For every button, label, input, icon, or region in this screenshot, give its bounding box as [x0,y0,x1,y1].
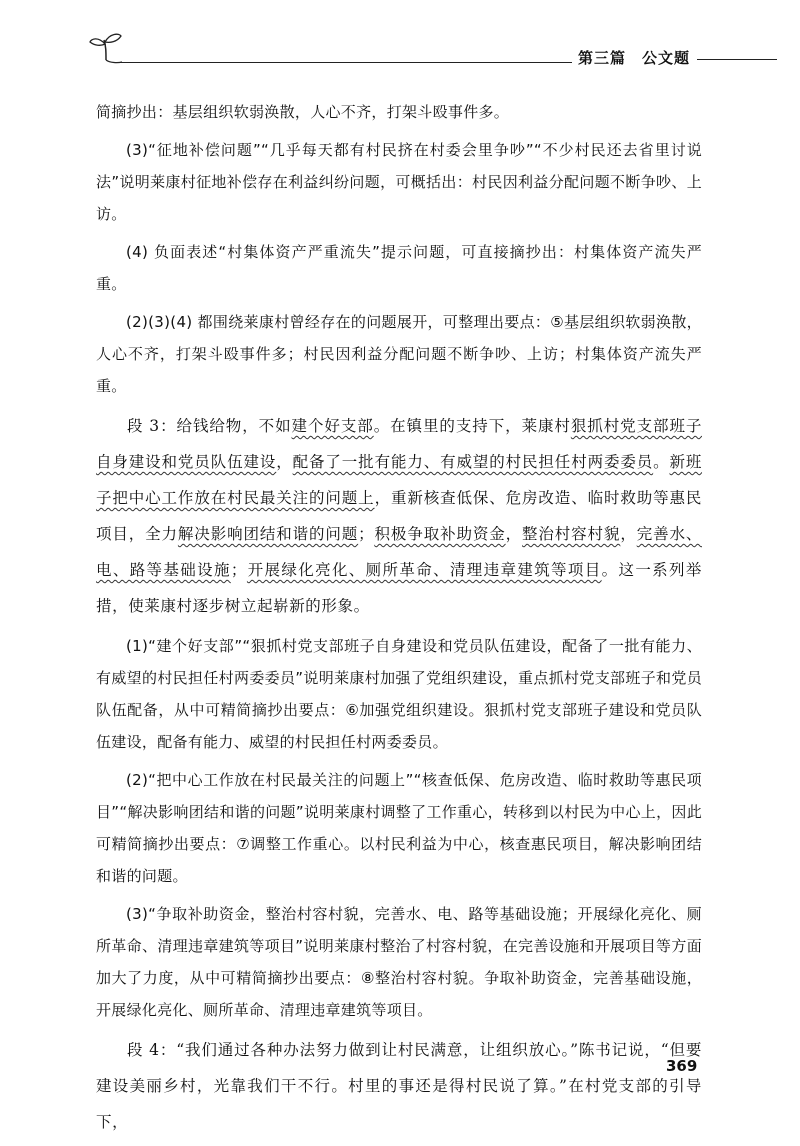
text-segment: ， [276,453,293,471]
text-segment: 。这一系列举措，使莱康村逐步树立起崭新的形象。 [96,561,702,615]
paragraph-p8 [96,898,702,1026]
paragraph-p9 [96,1032,702,1140]
text-segment: 简摘抄出：基层组织软弱涣散，人心不齐，打架斗殴事件多。 [96,103,510,121]
wavy-underlined-text: 配备了一批有能力、有威望的村民担任村两委委员 [292,453,654,471]
text-segment: (2)(3)(4) 都围绕莱康村曾经存在的问题展开，可整理出要点：⑤基层组织软弱涣散，人心不齐，打架斗殴事件多；村民因利益分配问题不断争吵、上访；村集体资产流失严重。 [96,313,702,395]
header-rule-right [697,59,777,60]
wavy-underlined-text: 解决影响团结和谐的问题 [177,525,359,543]
paragraph-p4 [96,306,702,402]
wavy-underlined-text: 完善水、电、路等基础设施 [96,525,702,579]
wavy-underlined-text: 新班子把中心工作放在村民最关注的问题上 [96,453,703,507]
text-segment: ； [230,561,247,579]
text-segment: (2)“把中心工作放在村民最关注的问题上”“核查低保、危房改造、临时救助等惠民项目”“解决影响团结和谐的问题”说明莱康村调整了工作重心，转移到以村民为中心上，因此可精简摘抄出要点：⑦调整工作重心。以村民利益为中心，核查惠民项目，解决影响团结和谐的问题。 [96,771,702,885]
text-segment: (4) 负面表述“村集体资产严重流失”提示问题，可直接摘抄出：村集体资产流失严重。 [96,243,702,293]
paragraph-p5 [96,408,702,624]
wavy-underlined-text: 狠抓村党支部班子自身建设和党员队伍建设 [96,417,702,471]
paragraph-p1 [96,96,702,128]
text-segment: (3)“征地补偿问题”“几乎每天都有村民挤在村委会里争吵”“不少村民还去省里讨说法”说明莱康村征地补偿存在利益纠纷问题，可概括出：村民因利益分配问题不断争吵、上访。 [96,141,702,223]
wavy-underlined-text: 积极争取补助资金 [374,525,506,543]
header-rule-left [118,62,572,63]
document-body [96,96,702,1146]
text-segment: ， [505,525,523,543]
paragraph-p7 [96,764,702,892]
text-segment: (3)“争取补助资金，整治村容村貌，完善水、电、路等基础设施；开展绿化亮化、厕所革命、清理违章建筑等项目”说明莱康村整治了村容村貌，在完善设施和开展项目等方面加大了力度，从中可精简摘抄出要点：⑧整治村容村貌。争取补助资金，完善基础设施，开展绿化亮化、厕所革命、清理违章建筑等项目。 [96,905,702,1019]
page-number: 369 [666,1057,698,1075]
text-segment: ； [358,525,375,543]
paragraph-p6 [96,630,702,758]
wavy-underlined-text: 开展绿化亮化、厕所革命、清理违章建筑等项目 [246,561,602,579]
text-segment: 。在镇里的支持下，莱康村 [373,417,571,435]
text-segment: 段 4：“我们通过各种办法努力做到让村民满意，让组织放心。”陈书记说，“但要建设美丽乡村，光靠我们干不行。村里的事还是得村民说了算。”在村党支部的引导下， [96,1041,702,1131]
text-segment: (1)“建个好支部”“狠抓村党支部班子自身建设和党员队伍建设，配备了一批有能力、有威望的村民担任村两委委员”说明莱康村加强了党组织建设，重点抓村党支部班子和党员队伍配备，从中可精简摘抄出要点：⑥加强党组织建设。狠抓村党支部班子建设和党员队伍建设，配备有能力、威望的村民担任村两委委员。 [96,637,702,751]
sprout-leaf-icon [88,30,124,64]
text-segment: 段 3：给钱给物，不如 [127,417,292,435]
paragraph-p2 [96,134,702,230]
page-header [0,0,800,80]
section-title: 第三篇 公文题 [578,49,691,67]
paragraph-p3 [96,236,702,300]
wavy-underlined-text: 整治村容村貌 [522,525,621,543]
text-segment: 。 [653,453,670,471]
wavy-underlined-text: 建个好支部 [291,417,374,435]
text-segment: ， [620,525,637,543]
text-segment: ，重新核查低保、危房改造、临时救助等惠民项目，全力 [96,489,702,543]
